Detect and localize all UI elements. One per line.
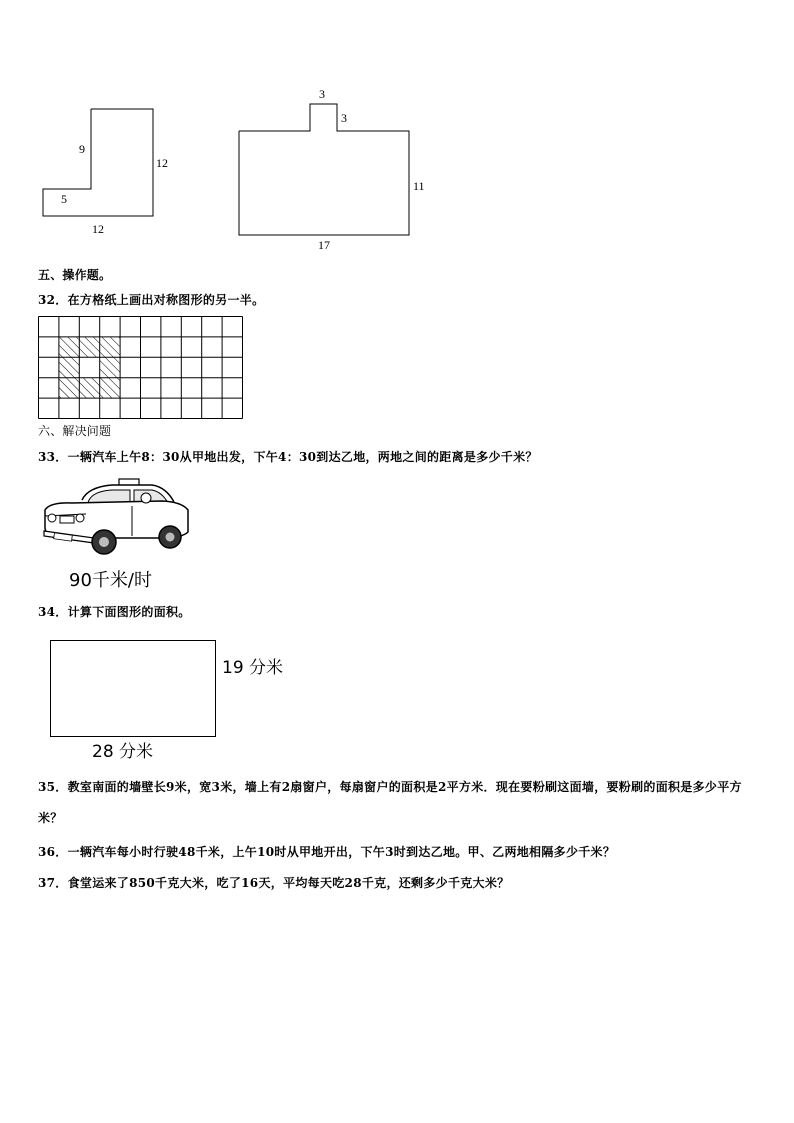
section-6-heading: 六、解决问题 [38, 424, 112, 438]
question-34: 34．计算下面图形的面积。 [38, 605, 191, 619]
question-32: 32．在方格纸上画出对称图形的另一半。 [38, 293, 265, 307]
l-shape-label-9: 9 [79, 142, 85, 156]
t-shape-label-11: 11 [413, 179, 425, 193]
question-33: 33．一辆汽车上午8：30从甲地出发，下午4：30到达乙地，两地之间的距离是多少千米？ [38, 450, 538, 464]
l-shape-label-12-right: 12 [156, 156, 168, 170]
question-37: 37．食堂运来了850千克大米，吃了16天，平均每天吃28千克，还剩多少千克大米？ [38, 876, 510, 890]
l-shape-label-12-bottom: 12 [92, 222, 104, 236]
section-5-heading: 五、操作题。 [38, 268, 112, 282]
shaded-cell [100, 357, 120, 377]
shaded-cell [59, 378, 79, 398]
car-illustration [42, 476, 202, 571]
symmetry-grid[interactable] [38, 316, 244, 418]
t-shape-label-17: 17 [318, 238, 330, 252]
question-35: 35．教室南面的墙壁长9米，宽3米，墙上有2扇窗户，每扇窗户的面积是2平方米．现在要粉刷这面墙，要粉刷的面积是多少平方米？ [38, 780, 742, 825]
shaded-cell [59, 337, 79, 357]
shaded-cell [100, 337, 120, 357]
question-36: 36．一辆汽车每小时行驶48千米，上午10时从甲地开出，下午3时到达乙地。甲、乙两地相隔多少千米？ [38, 845, 616, 859]
shaded-cell [59, 357, 79, 377]
car-speed-label: 90千米/时 [69, 570, 152, 591]
l-shape-label-5: 5 [61, 192, 67, 206]
shaded-cell [79, 337, 99, 357]
shaded-half-figure [59, 337, 120, 398]
shaded-cell [100, 378, 120, 398]
rectangle-width-label: 19 分米 [222, 658, 284, 678]
t-shape-label-3-top: 3 [319, 87, 325, 101]
shaded-cell [79, 378, 99, 398]
rectangle-length-label: 28 分米 [92, 742, 154, 762]
area-rectangle [50, 640, 216, 737]
t-shape-label-3-side: 3 [341, 111, 347, 125]
